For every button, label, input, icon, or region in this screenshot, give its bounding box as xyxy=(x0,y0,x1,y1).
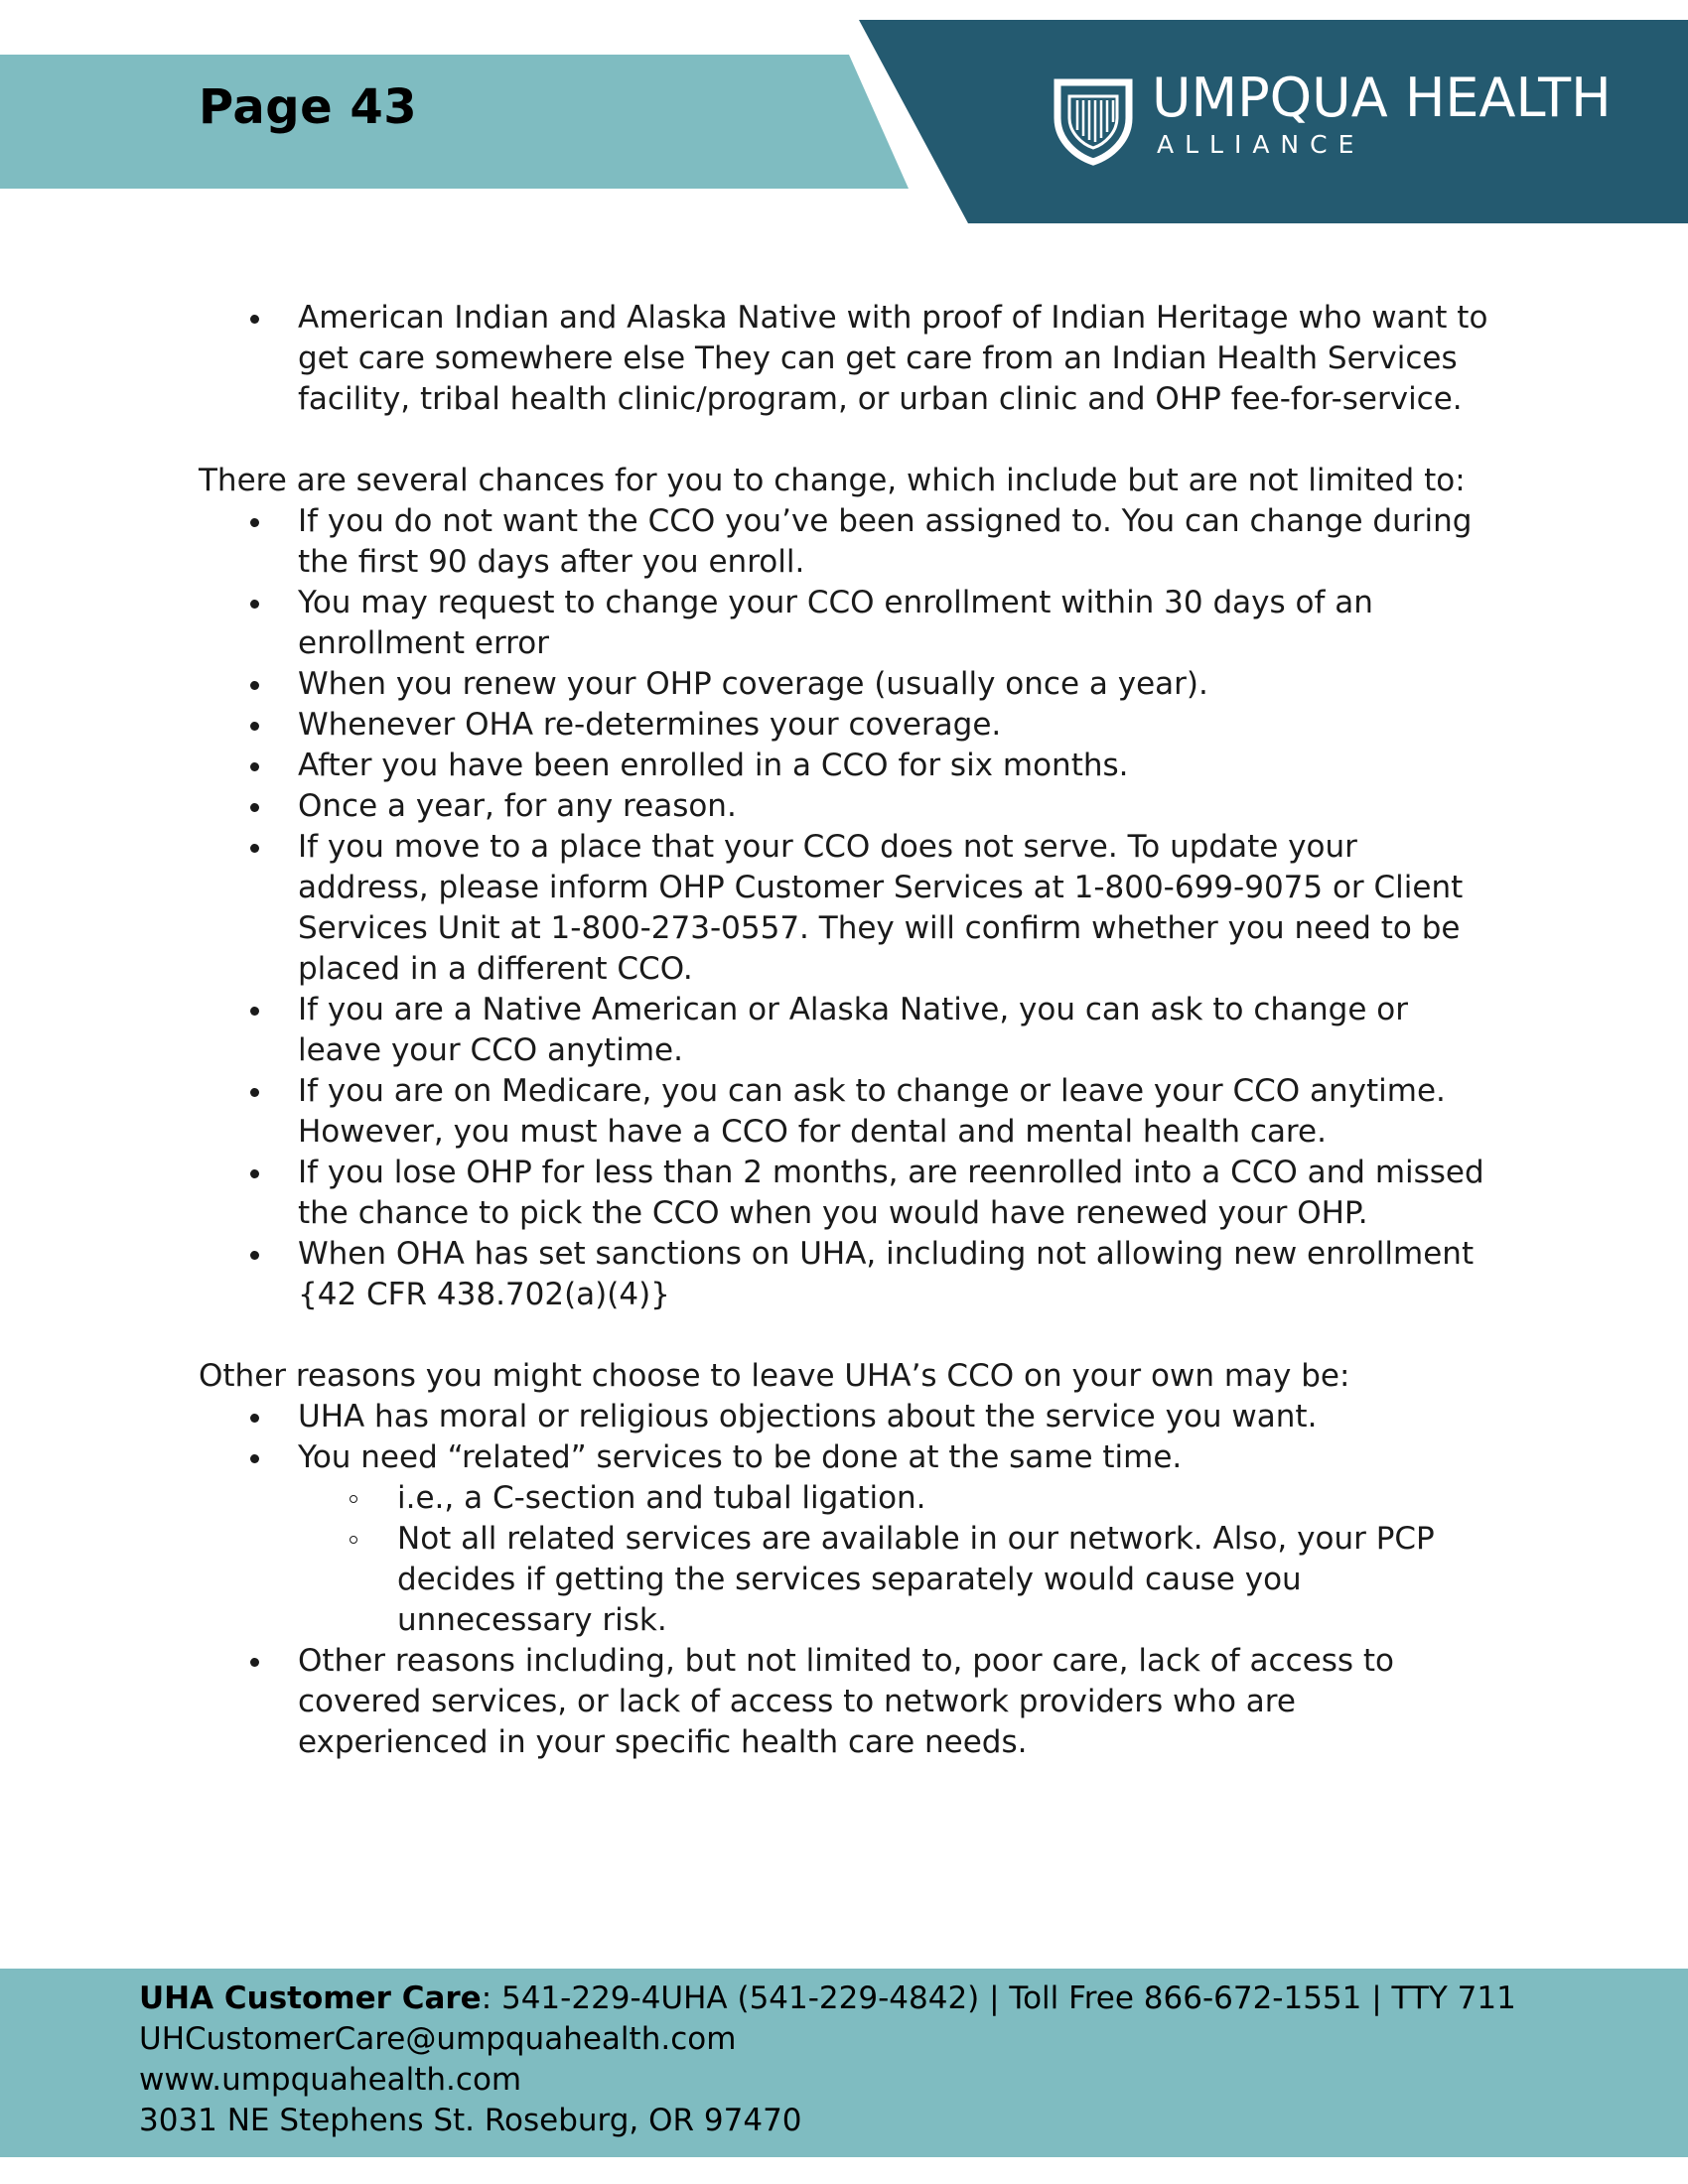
logo-subtitle: ALLIANCE xyxy=(1157,130,1365,159)
footer-website: www.umpquahealth.com xyxy=(139,2062,522,2098)
list-item: If you move to a place that your CCO does not serve. To update your address, please inform OHP Customer Services at 1-800-699-9075 or Client Services Unit at 1-800-273-0557. They will confirm whether you need to be placed in a different CCO. xyxy=(199,827,1489,990)
list-item: Other reasons including, but not limited to, poor care, lack of access to covered services, or lack of access to network providers who are experienced in your specific health care needs. xyxy=(199,1641,1489,1763)
page-header xyxy=(0,0,1688,228)
list-item: When OHA has set sanctions on UHA, including not allowing new enrollment {42 CFR 438.702(a)(4)} xyxy=(199,1234,1489,1315)
change-reasons-list xyxy=(199,501,1489,1315)
footer-address: 3031 NE Stephens St. Roseburg, OR 97470 xyxy=(139,2103,802,2138)
other-reasons-list xyxy=(199,1397,1489,1763)
umpqua-health-logo xyxy=(1048,67,1643,172)
list-item: If you lose OHP for less than 2 months, are reenrolled into a CCO and missed the chance to pick the CCO when you would have renewed your OHP. xyxy=(199,1153,1489,1234)
list-item: When you renew your OHP coverage (usually once a year). xyxy=(199,664,1489,705)
sub-list-item: i.e., a C-section and tubal ligation. xyxy=(199,1478,1489,1519)
list-item: Once a year, for any reason. xyxy=(199,786,1489,827)
footer-contact xyxy=(139,1979,1516,2141)
logo-wordmark: UMPQUA HEALTH xyxy=(1152,67,1612,129)
footer-email: UHCustomerCare@umpquahealth.com xyxy=(139,2021,737,2057)
customer-care-label: UHA Customer Care xyxy=(139,1980,482,2016)
page-footer xyxy=(0,1969,1688,2157)
header-light-band xyxy=(0,55,909,189)
list-item: Whenever OHA re-determines your coverage. xyxy=(199,705,1489,746)
shield-logo-icon xyxy=(1048,74,1139,166)
list-item-text: You need “related” services to be done at the same time. xyxy=(298,1439,1183,1475)
list-item: UHA has moral or religious objections about the service you want. xyxy=(199,1397,1489,1437)
intro-bullet-list xyxy=(199,298,1489,420)
list-item: If you do not want the CCO you’ve been assigned to. You can change during the first 90 days after you enroll. xyxy=(199,501,1489,583)
page-content xyxy=(199,298,1489,1763)
sub-list-item: Not all related services are available in our network. Also, your PCP decides if getting the services separately would cause you unnecessary risk. xyxy=(199,1519,1489,1641)
page-number: Page 43 xyxy=(199,79,418,135)
customer-care-line xyxy=(139,1979,1516,2019)
list-item: After you have been enrolled in a CCO for six months. xyxy=(199,746,1489,786)
list-item: American Indian and Alaska Native with proof of Indian Heritage who want to get care somewhere else They can get care from an Indian Health Services facility, tribal health clinic/program, or urban clinic and OHP fee-for-service. xyxy=(199,298,1489,420)
list-item xyxy=(199,1437,1489,1641)
list-item: You may request to change your CCO enrollment within 30 days of an enrollment error xyxy=(199,583,1489,664)
sub-list xyxy=(298,1478,1489,1641)
change-intro-paragraph: There are several chances for you to change, which include but are not limited to: xyxy=(199,463,1466,498)
customer-care-phones: : 541-229-4UHA (541-229-4842) | Toll Free 866-672-1551 | TTY 711 xyxy=(481,1980,1516,2016)
list-item: If you are a Native American or Alaska Native, you can ask to change or leave your CCO anytime. xyxy=(199,990,1489,1071)
other-reasons-intro: Other reasons you might choose to leave UHA’s CCO on your own may be: xyxy=(199,1358,1350,1394)
list-item: If you are on Medicare, you can ask to change or leave your CCO anytime. However, you must have a CCO for dental and mental health care. xyxy=(199,1071,1489,1153)
